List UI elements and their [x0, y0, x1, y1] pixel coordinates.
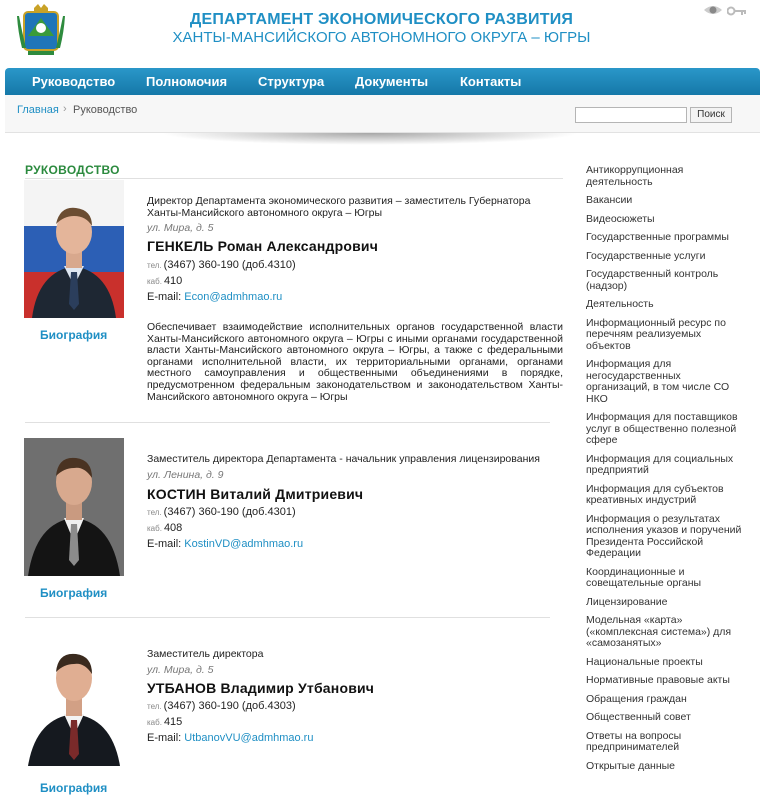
biography-link[interactable]: Биография — [40, 328, 108, 342]
site-title-line1: ДЕПАРТАМЕНТ ЭКОНОМИЧЕСКОГО РАЗВИТИЯ — [189, 11, 574, 28]
sidebar-item[interactable]: Информация для поставщиков услуг в общественно полезной сфере — [586, 411, 738, 446]
person-address: ул. Мира, д. 5 — [147, 664, 214, 676]
person-name: ГЕНКЕЛЬ Роман Александрович — [147, 238, 379, 254]
nav-item-contacts[interactable]: Контакты — [460, 74, 522, 89]
sidebar-item[interactable]: Ответы на вопросы предпринимателей — [586, 729, 682, 753]
sidebar-item[interactable]: Информация для социальных предприятий — [586, 452, 734, 476]
phone-label: тел. — [147, 261, 162, 270]
biography-link[interactable]: Биография — [40, 781, 108, 795]
breadcrumb-separator: › — [63, 103, 67, 115]
page-title: РУКОВОДСТВО — [25, 163, 120, 177]
sidebar-item[interactable]: Информация о результатах исполнения указов и поручений Президента Российской Федерации — [586, 512, 742, 559]
breadcrumb-current: Руководство — [73, 104, 138, 116]
sidebar-item[interactable]: Информация для субъектов креативных индустрий — [586, 482, 724, 506]
email-label: E-mail: — [147, 538, 182, 550]
sidebar-item[interactable]: Лицензирование — [586, 595, 668, 608]
person-position: Заместитель директора — [147, 648, 264, 660]
person-room — [147, 716, 182, 728]
email-label: E-mail: — [147, 732, 182, 744]
email-label: E-mail: — [147, 291, 182, 303]
nav-item-documents[interactable]: Документы — [355, 74, 429, 89]
nav-item-powers[interactable]: Полномочия — [146, 74, 228, 89]
header-shadow — [160, 133, 580, 145]
eye-icon[interactable] — [703, 2, 723, 18]
sidebar-item[interactable]: Модельная «карта» («комплексная система») для «самозанятых» — [586, 614, 732, 649]
person-description: Обеспечивает взаимодействие исполнительных органов государственной власти Ханты-Мансийского автономного округа – Югры с иными органами государственной власти Ханты-Мансийского автономного округа – Югры, а также с федеральными органами исполнительной власти, их территориальными органами, органами местного самоуправления и общественными объединениями в порядке, предусмотренном федеральным законодательством и законодательством Ханты-Мансийского автономного округа – Югры — [147, 321, 563, 403]
person-name: КОСТИН Виталий Дмитриевич — [147, 486, 364, 502]
person-phone — [147, 506, 296, 518]
sidebar-item[interactable]: Видеосюжеты — [586, 212, 655, 225]
email-link[interactable]: KostinVD@admhmao.ru — [184, 538, 304, 550]
sidebar-item[interactable]: Нормативные правовые акты — [586, 674, 730, 686]
person-room — [147, 522, 182, 534]
phone-number: (3467) 360-190 (доб.4301) — [163, 506, 296, 518]
breadcrumb-bar — [5, 95, 760, 133]
site-title-line2: ХАНТЫ-МАНСИЙСКОГО АВТОНОМНОГО ОКРУГА – ЮГРЫ — [172, 29, 591, 46]
sidebar-item[interactable]: Национальные проекты — [586, 655, 703, 668]
person-address: ул. Ленина, д. 9 — [147, 469, 224, 481]
phone-number: (3467) 360-190 (доб.4310) — [163, 259, 296, 271]
person-room — [147, 275, 182, 287]
room-label: каб. — [147, 718, 162, 727]
person-photo — [24, 638, 124, 766]
divider — [25, 422, 550, 423]
breadcrumb-home-link[interactable]: Главная — [17, 104, 59, 116]
person-address: ул. Мира, д. 5 — [147, 222, 214, 234]
nav-item-leadership[interactable]: Руководство — [32, 74, 116, 89]
phone-label: тел. — [147, 508, 162, 517]
sidebar-item[interactable]: Деятельность — [586, 298, 654, 310]
sidebar-item[interactable]: Обращения граждан — [586, 692, 687, 705]
phone-label: тел. — [147, 702, 162, 711]
sidebar-item[interactable]: Государственные услуги — [586, 249, 706, 262]
person-photo — [24, 180, 124, 318]
email-link[interactable]: UtbanovVU@admhmao.ru — [184, 732, 314, 744]
room-number: 408 — [163, 522, 183, 534]
person-phone — [147, 700, 296, 712]
divider — [25, 178, 563, 179]
sidebar-item[interactable]: Государственный контроль (надзор) — [586, 268, 719, 292]
site-header — [0, 0, 763, 68]
person-position: Директор Департамента экономического развития – заместитель Губернатора Ханты-Мансийского автономного округа – Югры — [147, 195, 531, 219]
sidebar-item[interactable]: Антикоррупционная деятельность — [586, 164, 684, 188]
sidebar-item[interactable]: Государственные программы — [586, 231, 729, 243]
search-button[interactable]: Поиск — [690, 107, 732, 123]
email-link[interactable]: Econ@admhmao.ru — [184, 291, 283, 303]
sidebar-menu — [586, 165, 746, 779]
sidebar-item[interactable]: Информация для негосударственных организаций, в том числе СО НКО — [586, 358, 730, 405]
sidebar-item[interactable]: Общественный совет — [586, 711, 691, 723]
room-number: 410 — [163, 275, 183, 287]
divider — [25, 617, 550, 618]
person-email — [147, 538, 303, 550]
main-nav — [5, 68, 760, 95]
phone-number: (3467) 360-190 (доб.4303) — [163, 700, 296, 712]
person-phone — [147, 259, 296, 271]
person-email — [147, 291, 282, 303]
room-number: 415 — [163, 716, 183, 728]
person-position: Заместитель директора Департамента - начальник управления лицензирования — [147, 453, 540, 465]
person-name: УТБАНОВ Владимир Утбанович — [147, 680, 375, 696]
nav-item-structure[interactable]: Структура — [258, 74, 325, 89]
key-icon[interactable] — [727, 6, 747, 16]
biography-link[interactable]: Биография — [40, 586, 108, 600]
sidebar-item[interactable]: Открытые данные — [586, 759, 676, 772]
search-input[interactable] — [575, 107, 687, 123]
sidebar-item[interactable]: Информационный ресурс по перечням реализуемых объектов — [586, 316, 726, 352]
sidebar-item[interactable]: Вакансии — [586, 194, 633, 206]
sidebar-item[interactable]: Координационные и совещательные органы — [586, 565, 702, 589]
room-label: каб. — [147, 277, 162, 286]
person-email — [147, 732, 313, 744]
person-photo — [24, 438, 124, 576]
room-label: каб. — [147, 524, 162, 533]
